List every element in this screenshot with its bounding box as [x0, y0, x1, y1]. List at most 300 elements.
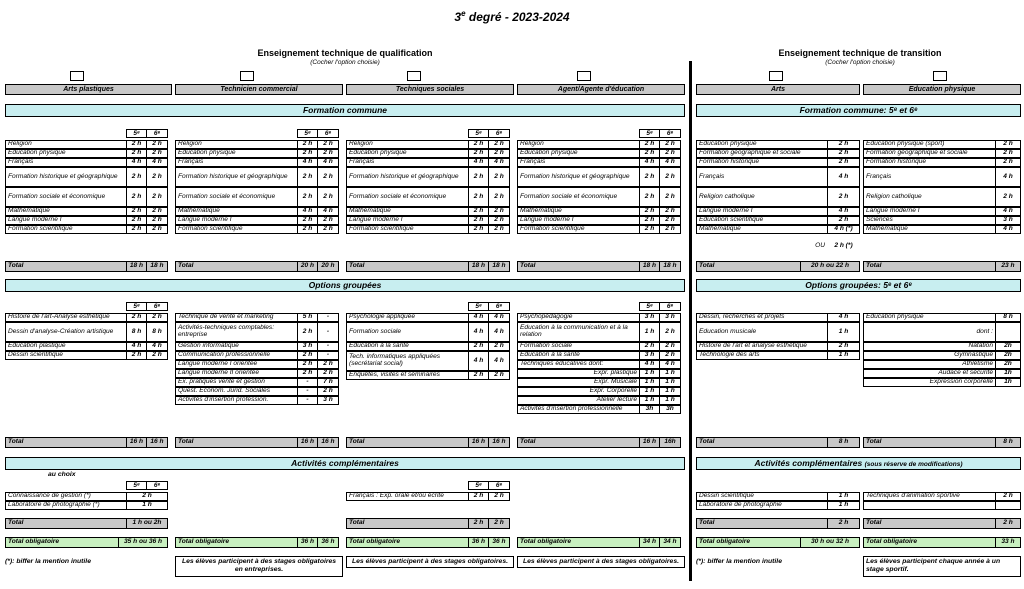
- hours-cell: -: [297, 387, 318, 396]
- hours-cell: 1 h: [639, 378, 660, 387]
- table-row: [863, 158, 1021, 167]
- row-label: Total: [696, 261, 800, 272]
- row-label: Français: [5, 158, 126, 167]
- row-label: Dessin scientifique: [5, 351, 126, 360]
- hours-cell: 3 h: [639, 313, 660, 322]
- hours-cell: 36 h: [468, 537, 489, 548]
- hours-cell: 2 h: [147, 207, 168, 216]
- table-row: [696, 216, 860, 225]
- row-label: Education physique: [517, 149, 639, 158]
- hours-cell: 4 h: [827, 207, 860, 216]
- hours-cell: 2 h: [827, 342, 860, 351]
- table-row: [346, 207, 510, 216]
- row-label: Total obligatoire: [517, 537, 639, 548]
- table-row: [346, 187, 510, 207]
- hours-cell: 4 h: [318, 158, 339, 167]
- hours-cell: 2 h: [489, 207, 510, 216]
- total-obligatoire-row: [175, 537, 339, 548]
- row-label: Laboratoire de photographie (*): [5, 501, 126, 510]
- hours-cell: 2 h: [147, 187, 168, 207]
- row-label: Formation scientifique: [346, 225, 468, 234]
- hours-cell: 4 h: [147, 158, 168, 167]
- hours-cell: 4 h: [489, 322, 510, 342]
- hours-cell: 18 h: [489, 261, 510, 272]
- table-row: [863, 369, 1021, 378]
- hours-cell: 1h: [995, 369, 1021, 378]
- hours-cell: 33 h: [995, 537, 1021, 548]
- row-label: Mathématique: [696, 225, 827, 234]
- total-obligatoire-row: [863, 537, 1021, 548]
- table-row: [863, 342, 1021, 351]
- hours-cell: 2 h: [297, 360, 318, 369]
- row-label: Athlétisme: [863, 360, 995, 369]
- row-label: Education physique: [696, 140, 827, 149]
- row-label: Activités d'insertion profession.: [175, 396, 297, 405]
- table-row: [863, 167, 1021, 187]
- qualification-subtitle: (Cocher l'option choisie): [310, 59, 380, 66]
- table-row: [175, 158, 339, 167]
- hours-cell: 1 h: [639, 322, 660, 342]
- table-row: [863, 140, 1021, 149]
- hours-cell: 2 h: [147, 313, 168, 322]
- hours-cell: 18 h: [468, 261, 489, 272]
- table-row: [175, 216, 339, 225]
- hours-cell: 2 h: [126, 225, 147, 234]
- hours-cell: 2 h: [147, 149, 168, 158]
- table-row: [5, 158, 168, 167]
- row-label: Audace et sécurité: [863, 369, 995, 378]
- row-label: Expr. Corporelle: [517, 387, 639, 396]
- row-label: Langue moderne I: [863, 207, 995, 216]
- hours-cell: 3 h: [318, 396, 339, 405]
- table-row: [175, 149, 339, 158]
- row-label: Langue moderne I orientée: [175, 360, 297, 369]
- table-row: [863, 378, 1021, 387]
- row-label: Total obligatoire: [863, 537, 995, 548]
- total-obligatoire-row: [517, 537, 681, 548]
- hours-cell: 3 h: [297, 342, 318, 351]
- hours-cell: 2 h: [468, 207, 489, 216]
- row-label: Histoire de l'art et analyse esthétique: [696, 342, 827, 351]
- row-label: Education à la communication et à la relation: [517, 322, 639, 342]
- table-row: [346, 342, 510, 351]
- table-row: [346, 149, 510, 158]
- table-row: [696, 140, 860, 149]
- table-row: [696, 351, 860, 360]
- hours-cell: 16 h: [297, 437, 318, 448]
- total-row: [863, 437, 1021, 448]
- hours-cell: 34 h: [639, 537, 660, 548]
- hours-cell: 2 h: [489, 140, 510, 149]
- table-row: [517, 167, 681, 187]
- row-label: Langue moderne I: [346, 216, 468, 225]
- hours-cell: 2 h: [126, 313, 147, 322]
- hours-cell: 2 h: [468, 371, 489, 380]
- table-row: [5, 140, 168, 149]
- row-label: OU: [815, 242, 825, 250]
- hours-cell: 2 h: [660, 351, 681, 360]
- total-obligatoire-row: [346, 537, 510, 548]
- hours-cell: 2 h: [147, 351, 168, 360]
- hours-cell: 18 h: [126, 261, 147, 272]
- table-row: [696, 149, 860, 158]
- table-row: [5, 351, 168, 360]
- table-row: [517, 322, 681, 342]
- row-label: Dessin, recherches et projets: [696, 313, 827, 322]
- hours-cell: 2h: [995, 342, 1021, 351]
- row-label: Français: [175, 158, 297, 167]
- transition-subtitle: (Cocher l'option choisie): [825, 59, 895, 66]
- hours-cell: 2 h: [468, 140, 489, 149]
- row-label: Langue moderne I: [517, 216, 639, 225]
- col-header: 5ᵉ 6ᵉ: [126, 481, 168, 490]
- table-row: [517, 378, 681, 387]
- hours-cell: 2 h: [468, 518, 489, 529]
- table-row: [5, 225, 168, 234]
- hours-cell: 2 h: [995, 518, 1021, 529]
- table-row: [696, 167, 860, 187]
- row-label: Total: [175, 437, 297, 448]
- total-row: [175, 261, 339, 272]
- row-label: Communication professionnelle: [175, 351, 297, 360]
- row-label: Total: [175, 261, 297, 272]
- hours-cell: 4 h: [468, 158, 489, 167]
- checkbox-techniques-sociales[interactable]: [407, 71, 421, 81]
- row-label: Education musicale: [696, 322, 827, 342]
- row-label: Total: [5, 261, 126, 272]
- hours-cell: -: [318, 313, 339, 322]
- checkbox-arts[interactable]: [769, 71, 783, 81]
- row-label: Total obligatoire: [175, 537, 297, 548]
- row-label: Formation historique et géographique: [5, 167, 126, 187]
- row-label: Formation historique: [696, 158, 827, 167]
- hours-cell: 4 h: [827, 313, 860, 322]
- row-label: Techniques éducatives dont:: [517, 360, 639, 369]
- table-row: [346, 140, 510, 149]
- hours-cell: 1 h: [827, 351, 860, 360]
- row-label: Langue moderne I: [696, 207, 827, 216]
- row-label: Activités d'insertion professionnelle: [517, 405, 639, 414]
- hours-cell: 2 h: [639, 149, 660, 158]
- total-row: [863, 261, 1021, 272]
- hours-cell: 2 h: [318, 187, 339, 207]
- hours-cell: 4 h (*): [827, 225, 860, 234]
- hours-cell: 4 h: [489, 313, 510, 322]
- row-label: Total: [346, 437, 468, 448]
- table-row: [517, 360, 681, 369]
- table-row: [517, 225, 681, 234]
- hours-cell: 2 h: [318, 387, 339, 396]
- col-header: 5ᵉ 6ᵉ: [297, 129, 339, 138]
- table-row: [175, 313, 339, 322]
- row-label: Religion: [346, 140, 468, 149]
- row-label: Formation géographique et sociale: [863, 149, 995, 158]
- row-label: Histoire de l'art-Analyse esthétique: [5, 313, 126, 322]
- row-label: Total: [863, 261, 995, 272]
- hours-cell: 2 h: [297, 216, 318, 225]
- band-options-groupees-transition: Options groupées: 5ᵉ et 6ᵉ: [696, 279, 1021, 292]
- hours-cell: 3h: [639, 405, 660, 414]
- hours-cell: 4 h: [126, 342, 147, 351]
- hours-cell: 2 h: [660, 207, 681, 216]
- hours-cell: 4 h: [489, 351, 510, 371]
- row-label: Education physique: [863, 313, 995, 322]
- hours-cell: 1 h ou 2h: [126, 518, 168, 529]
- band-formation-commune-transition: Formation commune: 5ᵉ et 6ᵉ: [696, 104, 1021, 117]
- table-row: [175, 360, 339, 369]
- hours-cell: 2 h: [297, 149, 318, 158]
- hours-cell: 2 h: [489, 216, 510, 225]
- hours-cell: 2 h: [489, 342, 510, 351]
- table-row: [517, 149, 681, 158]
- table-row: [517, 405, 681, 414]
- checkbox-technicien-commercial[interactable]: [240, 71, 254, 81]
- row-label: Quest. Econom. Jurid. Sociales: [175, 387, 297, 396]
- table-row: [696, 187, 860, 207]
- hours-cell: 4 h: [297, 158, 318, 167]
- col-header: 5ᵉ 6ᵉ: [639, 302, 681, 311]
- row-label: Formation historique: [863, 158, 995, 167]
- hours-cell: 3 h: [639, 351, 660, 360]
- hours-cell: 16h: [660, 437, 681, 448]
- col-header: 5ᵉ 6ᵉ: [468, 302, 510, 311]
- table-row: [175, 396, 339, 405]
- hours-cell: 2 h: [468, 225, 489, 234]
- row-label: Laboratoire de photographie: [696, 501, 827, 510]
- row-label: [863, 501, 995, 510]
- table-row: [5, 492, 168, 501]
- hours-cell: 23 h: [995, 261, 1021, 272]
- row-label: Education scientifique: [696, 216, 827, 225]
- row-label: dont :: [863, 322, 995, 342]
- hours-cell: 18 h: [660, 261, 681, 272]
- row-label: Sciences: [863, 216, 995, 225]
- hours-cell: 2 h: [827, 518, 860, 529]
- hours-cell: 3h: [660, 405, 681, 414]
- table-row: [696, 207, 860, 216]
- table-row: [517, 216, 681, 225]
- hours-cell: 2 h: [297, 351, 318, 360]
- qualification-header: Enseignement technique de qualification: [257, 48, 433, 58]
- hours-cell: 8 h: [995, 313, 1021, 322]
- hours-cell: 2 h: [126, 492, 168, 501]
- hours-cell: 4 h: [995, 207, 1021, 216]
- hours-cell: 2 h: [297, 187, 318, 207]
- table-row: [346, 492, 510, 501]
- row-label: Total obligatoire: [5, 537, 118, 548]
- ou-row: [696, 242, 860, 251]
- option-education-physique: Education physique: [863, 84, 1021, 95]
- table-row: [346, 313, 510, 322]
- hours-cell: 2h: [995, 351, 1021, 360]
- row-label: Gymnastique: [863, 351, 995, 360]
- total-obligatoire-row: [5, 537, 168, 548]
- hours-cell: 1 h: [660, 387, 681, 396]
- hours-cell: 2 h: [318, 140, 339, 149]
- table-row: [175, 322, 339, 342]
- row-label: Expr. plastique: [517, 369, 639, 378]
- hours-cell: 2 h: [318, 167, 339, 187]
- row-label: Français: [696, 167, 827, 187]
- hours-cell: 2 h: [827, 187, 860, 207]
- hours-cell: 20 h: [297, 261, 318, 272]
- table-row: [5, 313, 168, 322]
- hours-cell: 2 h: [468, 216, 489, 225]
- hours-cell: 2 h: [147, 167, 168, 187]
- hours-cell: 2 h: [660, 140, 681, 149]
- band-formation-commune: Formation commune: [5, 104, 685, 117]
- table-row: [517, 369, 681, 378]
- hours-cell: 4 h: [995, 167, 1021, 187]
- hours-cell: 2 h: [827, 216, 860, 225]
- total-row: [696, 518, 860, 529]
- hours-cell: [995, 501, 1021, 510]
- hours-cell: 16 h: [318, 437, 339, 448]
- row-label: Français: [346, 158, 468, 167]
- hours-cell: 2 h: [660, 167, 681, 187]
- table-row: [346, 216, 510, 225]
- hours-cell: 36 h: [297, 537, 318, 548]
- row-label: Expr. Musicale: [517, 378, 639, 387]
- row-label: Gestion informatique: [175, 342, 297, 351]
- hours-cell: 2 h: [639, 140, 660, 149]
- checkbox-agent-education[interactable]: [577, 71, 591, 81]
- hours-cell: 8 h: [995, 437, 1021, 448]
- row-label: Mathématique: [175, 207, 297, 216]
- table-row: [517, 396, 681, 405]
- table-row: [517, 387, 681, 396]
- row-label: Langue moderne I: [175, 216, 297, 225]
- row-label: Formation sociale et économique: [175, 187, 297, 207]
- total-obligatoire-row: [696, 537, 860, 548]
- hours-cell: 2 h: [468, 149, 489, 158]
- row-label: Total: [517, 437, 639, 448]
- hours-cell: 2 h: [126, 351, 147, 360]
- table-row: [5, 216, 168, 225]
- row-label: Religion catholique: [696, 187, 827, 207]
- hours-cell: 20 h: [318, 261, 339, 272]
- col-header: 5ᵉ 6ᵉ: [126, 129, 168, 138]
- row-label: Education physique (sport): [863, 140, 995, 149]
- total-row: [346, 261, 510, 272]
- hours-cell: 4 h: [995, 225, 1021, 234]
- hours-cell: 4 h: [639, 360, 660, 369]
- table-row: [5, 207, 168, 216]
- row-label: Français: [863, 167, 995, 187]
- row-label: Expression corporelle: [863, 378, 995, 387]
- hours-cell: 2 h: [297, 369, 318, 378]
- hours-cell: 16 h: [639, 437, 660, 448]
- option-arts-plastiques: Arts plastiques: [5, 84, 172, 95]
- row-label: Religion: [175, 140, 297, 149]
- row-label: Total: [863, 518, 995, 529]
- table-row: [863, 501, 1021, 510]
- row-label: Education plastique: [5, 342, 126, 351]
- hours-cell: 1 h: [827, 492, 860, 501]
- hours-cell: 2 h: [639, 167, 660, 187]
- hours-cell: 1 h: [639, 396, 660, 405]
- hours-cell: 4 h: [318, 207, 339, 216]
- hours-cell: 18 h: [147, 261, 168, 272]
- hours-cell: 16 h: [489, 437, 510, 448]
- hours-cell: 2 h: [297, 140, 318, 149]
- row-label: Technique de vente et marketing: [175, 313, 297, 322]
- hours-cell: 7 h: [318, 378, 339, 387]
- hours-cell: 1 h: [660, 369, 681, 378]
- option-techniques-sociales: Techniques sociales: [346, 84, 514, 95]
- table-row: [696, 313, 860, 322]
- total-row: [5, 437, 168, 448]
- checkbox-education-physique[interactable]: [933, 71, 947, 81]
- table-row: [863, 492, 1021, 501]
- row-label: Education physique: [175, 149, 297, 158]
- row-label: Natation: [863, 342, 995, 351]
- table-row: [5, 342, 168, 351]
- total-row: [5, 261, 168, 272]
- total-row: [346, 518, 510, 529]
- hours-cell: 2 h: [468, 167, 489, 187]
- table-row: [696, 501, 860, 510]
- hours-cell: 1 h: [660, 378, 681, 387]
- hours-cell: -: [297, 378, 318, 387]
- table-row: [863, 360, 1021, 369]
- hours-cell: 5 h: [297, 313, 318, 322]
- table-row: [346, 322, 510, 342]
- table-row: [696, 342, 860, 351]
- hours-cell: 1h: [995, 378, 1021, 387]
- option-agent-education: Agent/Agente d'éducation: [517, 84, 685, 95]
- row-label: Education à la santé: [346, 342, 468, 351]
- row-label: Formation scientifique: [5, 225, 126, 234]
- table-row: [517, 313, 681, 322]
- hours-cell: -: [318, 351, 339, 360]
- note-stages-education: Les élèves participent à des stages obligatoires.: [517, 556, 685, 568]
- row-label: Psychologie appliquée: [346, 313, 468, 322]
- row-label: Formation scientifique: [517, 225, 639, 234]
- hours-cell: 2 h: [489, 225, 510, 234]
- hours-cell: 36 h: [318, 537, 339, 548]
- row-label: Education physique: [346, 149, 468, 158]
- table-row: [517, 207, 681, 216]
- row-label: Total obligatoire: [346, 537, 468, 548]
- hours-cell: 2 h: [827, 140, 860, 149]
- hours-cell: 2 h: [827, 149, 860, 158]
- hours-cell: 4 h: [660, 360, 681, 369]
- hours-cell: 2 h: [318, 216, 339, 225]
- hours-cell: 2 h: [489, 187, 510, 207]
- checkbox-arts-plastiques[interactable]: [70, 71, 84, 81]
- col-header: 5ᵉ 6ᵉ: [639, 129, 681, 138]
- hours-cell: 2 h: [147, 216, 168, 225]
- row-label: Mathématique: [5, 207, 126, 216]
- hours-cell: 2 h: [639, 207, 660, 216]
- table-row: [346, 225, 510, 234]
- row-label: Activités-techniques comptables: entreprise: [175, 322, 297, 342]
- hours-cell: 2 h: [147, 140, 168, 149]
- hours-cell: 2 h: [489, 149, 510, 158]
- row-label: Formation sociale: [346, 322, 468, 342]
- hours-cell: 2 h: [660, 216, 681, 225]
- table-row: [175, 207, 339, 216]
- row-label: Total: [517, 261, 639, 272]
- row-label: Formation sociale et économique: [517, 187, 639, 207]
- hours-cell: 4 h: [468, 313, 489, 322]
- row-label: Formation historique et géographique: [175, 167, 297, 187]
- hours-cell: 2 h: [639, 342, 660, 351]
- table-row: [346, 158, 510, 167]
- total-row: [517, 261, 681, 272]
- hours-cell: 2 h: [827, 158, 860, 167]
